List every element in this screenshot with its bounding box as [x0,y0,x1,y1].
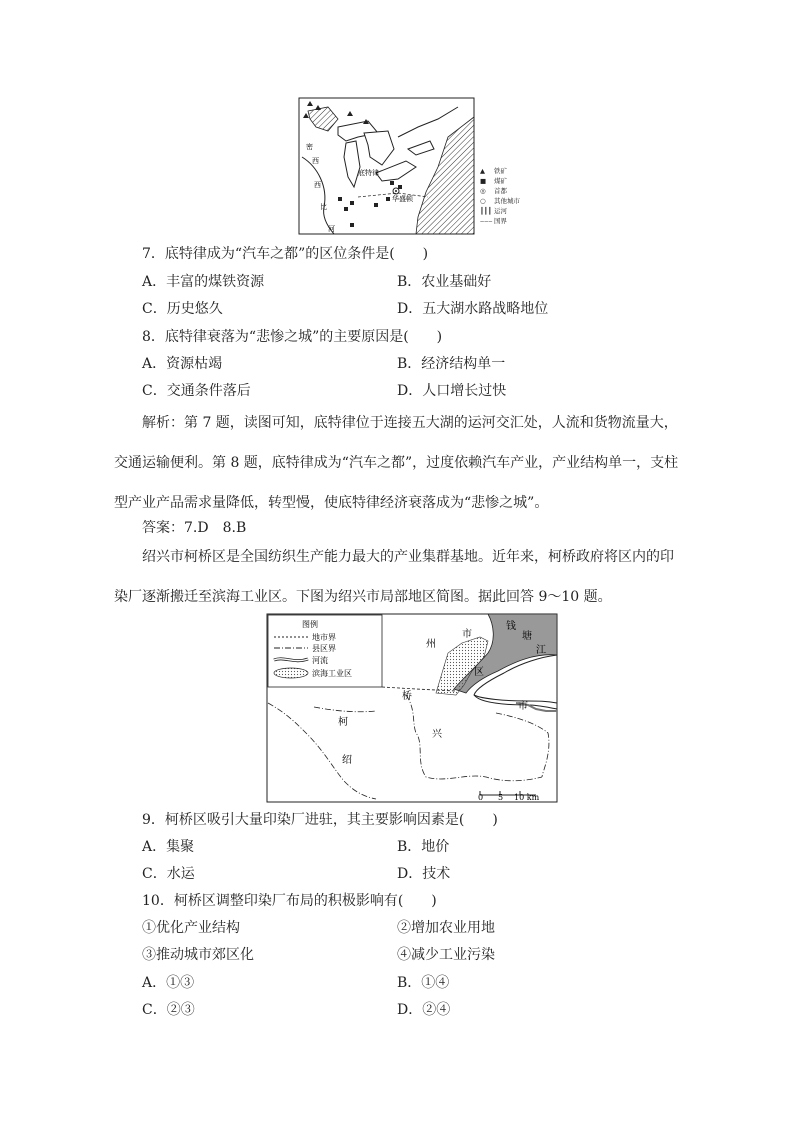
q10-option-b: B．①④ [397,975,450,991]
q9-option-b: B．地价 [397,839,450,855]
legend-label: 国界 [494,217,507,225]
map-label: 西 [312,157,319,165]
map-label: 钱 [506,621,516,632]
map-label: 柯 [338,717,348,728]
legend-label: 煤矿 [494,177,507,185]
q8-option-c: C．交通条件落后 [142,383,251,399]
q9-option-a: A．集聚 [142,839,195,855]
scale-label: 5 [498,793,504,802]
legend-label: 地市界 [312,633,336,642]
scale-label: 10 km [514,793,540,802]
q8-option-d: D．人口增长过快 [397,383,507,399]
q7-option-d: D．五大湖水路战略地位 [397,301,549,317]
map-label: 市 [518,701,528,712]
legend-title: 图例 [302,620,318,629]
map-label: 西 [314,181,321,189]
map-label: 桥 [402,691,412,702]
scale-label: 0 [478,793,484,802]
q9-option-c: C．水运 [142,866,195,882]
question-9-stem: 9．柯桥区吸引大量印染厂进驻，其主要影响因素是( ) [142,812,498,828]
legend-label: 运河 [494,207,507,215]
map-label: 塘 [522,631,532,642]
q10-option-d: D．②④ [397,1002,451,1018]
map-label: 绍 [342,755,352,766]
q10-option-c: C．②③ [142,1002,195,1018]
map-label: 兴 [432,729,442,740]
map-label: 区 [474,667,484,678]
map-label: 江 [536,645,546,656]
map-label: 河 [328,225,335,233]
intro-paragraph: 绍兴市柯桥区是全国纺织生产能力最大的产业集群基地。近年来，柯桥政府将区内的印染厂逐渐搬迁至滨海工业区。下图为绍兴市局部地区简图。据此回答 9～10 题。 [114,549,674,605]
q7-option-a: A．丰富的煤铁资源 [142,274,265,290]
map-label: 比 [320,203,327,211]
great-lakes-map [298,97,498,237]
analysis-paragraph: 解析：第 7 题，读图可知，底特律位于连接五大湖的运河交汇处，人流和货物流量大，交通运输便利。第 8 题，底特律成为“汽车之都”，过度依赖汽车产业，产业结构单一，支柱型产业产品需求量降低，转型慢，使底特律经济衰落成为“悲惨之城”。 [114,415,679,511]
legend-label: 河流 [312,656,328,665]
legend-label: 县区界 [312,644,336,653]
q8-option-a: A．资源枯竭 [142,356,223,372]
map-label: 市 [462,629,472,640]
answer-line: 答案：7.D 8.B [142,520,247,536]
legend-label: 滨海工业区 [312,669,352,678]
legend-label: 首都 [494,187,507,195]
q10-statement-3: ③推动城市郊区化 [142,947,254,963]
map-label: 华盛顿 [392,195,413,203]
q10-statement-2: ②增加农业用地 [397,920,495,936]
q10-statement-4: ④减少工业污染 [397,947,495,963]
q7-option-b: B．农业基础好 [397,274,492,290]
q7-option-c: C．历史悠久 [142,301,223,317]
question-10-stem: 10．柯桥区调整印染厂布局的积极影响有( ) [142,893,437,909]
q10-statement-1: ①优化产业结构 [142,920,240,936]
map-label: 州 [426,639,436,650]
q9-option-d: D．技术 [397,866,451,882]
legend-label: 其他城市 [494,197,520,205]
map-label: 底特律 [358,169,379,177]
shaoxing-map [266,613,558,803]
legend-label: 铁矿 [494,167,507,175]
question-7-stem: 7．底特律成为“汽车之都”的区位条件是( ) [142,246,429,262]
q10-option-a: A．①③ [142,975,195,991]
map-label: 密 [306,143,313,151]
question-8-stem: 8．底特律衰落为“悲惨之城”的主要原因是( ) [142,329,443,345]
map1-legend: ▲ 铁矿 ■ 煤矿 ◎ 首都 ○ 其他城市 ┃┃┃ 运河 ‒‒‒ 国界 [480,167,520,225]
q8-option-b: B．经济结构单一 [397,356,506,372]
